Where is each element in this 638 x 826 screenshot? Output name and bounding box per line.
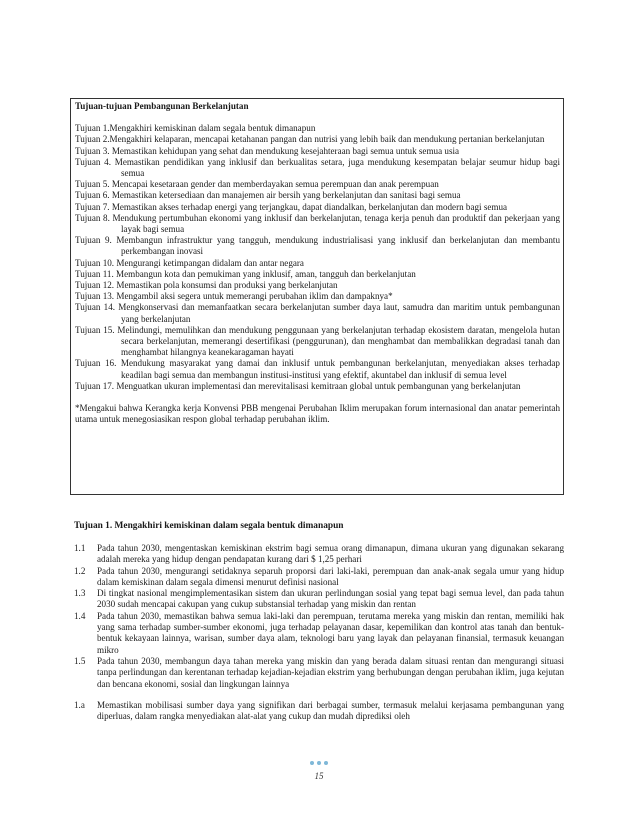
goal-item (75, 179, 560, 190)
footer-dots-ornament (310, 761, 328, 765)
goal-text: Memastikan ketersediaan dan manajemen air bersih yang berkelanjutan dan sanitasi bagi semua (111, 190, 461, 201)
goal-item (75, 123, 560, 134)
goal-item (75, 291, 560, 302)
target-text: Memastikan mobilisasi sumber daya yang signifikan dari berbagai sumber, termasuk melalui kerjasama pembangunan yang diperluas, dalam rangka menyediakan alat-alat yang cukup dan mudah diprediksi oleh (97, 699, 564, 722)
goal-label: Tujuan 11. (75, 268, 117, 279)
goal-text: Menguatkan ukuran implementasi dan merevitalisasi kemitraan global untuk pembangunan yang berkelanjutan (116, 380, 521, 391)
goal-item (75, 269, 560, 280)
goal-label: Tujuan 17. (75, 380, 117, 391)
target-item (74, 543, 564, 566)
goals-box (70, 98, 564, 495)
goal-item (75, 258, 560, 269)
goal-label: Tujuan 15. (75, 324, 118, 335)
goal-item (75, 157, 560, 179)
goal-text: Mengakhiri kemiskinan dalam segala bentuk dimanapun (109, 123, 316, 134)
target-number: 1.1 (74, 543, 86, 553)
page-footer (0, 752, 638, 781)
goal-item (75, 302, 560, 324)
goal-text: Mengakhiri kelaparan, mencapai ketahanan pangan dan nutrisi yang lebih baik dan mendukung pertanian berkelanjutan (109, 134, 545, 145)
dot (324, 761, 328, 765)
target-number: 1.2 (74, 565, 86, 576)
goal-label: Tujuan 9. (75, 235, 117, 246)
goal-item (75, 325, 560, 359)
goal-label: Tujuan 4. (75, 156, 115, 167)
goal-text: Memastikan pola konsumsi dan produksi yang berkelanjutan (116, 280, 338, 291)
target-item (74, 566, 564, 589)
goal-label: Tujuan 3. (75, 145, 112, 156)
goal-label: Tujuan 5. (75, 179, 112, 190)
goal-label: Tujuan 12. (75, 280, 117, 291)
target-number: 1.a (74, 699, 85, 710)
target-list (74, 543, 564, 722)
target-text: Pada tahun 2030, memastikan bahwa semua laki-laki dan perempuan, terutama mereka yang miskin dan rentan, memiliki hak yang sama terhadap sumber-sumber ekonomi, juga terhadap pelayanan dasar, kepemilikan dan kontrol atas tanah dan bentuk-bentuk kekayaan lainnya, warisan, sumber daya alam, teknologi baru yang layak dan pelayanan finansial, termasuk keuangan mikro (97, 610, 564, 655)
goal-text: Mengkonservasi dan memanfaatkan secara berkelanjutan sumber daya laut, samudra dan maritim untuk pembangunan yang berkelanjutan (118, 302, 560, 324)
goal-item (75, 146, 560, 157)
goal-item (75, 202, 560, 213)
goal-text: Melindungi, memulihkan dan mendukung penggunaan yang berkelanjutan terhadap ekosistem daratan, mengelola hutan secara berkelanjutan, memerangi desertifikasi (penggurunan), dan menghambat dan membalikkan degradasi tanah dan menghambat hilangnya keanekaragaman hayati (117, 324, 560, 358)
goal-label: Tujuan 7. (75, 201, 112, 212)
goal-item (75, 213, 560, 235)
section-title: Tujuan 1. Mengakhiri kemiskinan dalam segala bentuk dimanapun (74, 521, 344, 531)
goal-label: Tujuan 10. (75, 257, 117, 268)
goal-text: Mendukung pertumbuhan ekonomi yang inklusif dan berkelanjutan, tenaga kerja penuh dan produktif dan pekerjaan yang layak bagi semua (112, 212, 560, 235)
goal-text: Mendukung masyarakat yang damai dan inklusif untuk pembangunan berkelanjutan, menyediakan akses terhadap keadilan bagi semua dan membangun institusi-institusi yang efektif, akuntabel dan inklusif di semua level (120, 358, 560, 380)
goal-label: Tujuan 8. (75, 212, 113, 223)
target-text: Pada tahun 2030, mengentaskan kemiskinan ekstrim bagi semua orang dimanapun, dimana ukuran yang digunakan sekarang adalah mereka yang hidup dengan pendapatan kurang dari $ 1,25 perhari (97, 543, 564, 565)
goal-text: Membangun infrastruktur yang tangguh, mendukung industrialisasi yang inklusif dan berkelanjutan dan membantu perkembangan inovasi (116, 235, 560, 257)
goal-text: Membangun kota dan pemukiman yang inklusif, aman, tangguh dan berkelanjutan (116, 268, 416, 279)
goal-item (75, 381, 560, 392)
goal-text: Mencapai kesetaraan gender dan memberdayakan semua perempuan dan anak perempuan (111, 179, 439, 190)
target-text: Di tingkat nasional mengimplementasikan sistem dan ukuran perlindungan sosial yang tepat bagi semua level, dan pada tahun 2030 sudah mencapai cakupan yang cukup substansial terhadap yang miskin dan rentan (97, 588, 564, 610)
goal-item (75, 190, 560, 201)
target-item (74, 611, 564, 656)
goals-footnote: *Mengakui bahwa Kerangka kerja Konvensi PBB mengenai Perubahan Iklim merupakan forum internasional dan anatar pemerintah utama untuk menegosiasikan respon global terhadap perubahan iklim. (75, 403, 560, 425)
target-number: 1.3 (74, 588, 86, 599)
goal-label: Tujuan 16. (75, 358, 121, 369)
dot (310, 761, 314, 765)
target-text: Pada tahun 2030, mengurangi setidaknya separuh proporsi dari laki-laki, perempuan dan anak-anak segala umur yang hidup dalam kemiskinan dalam segala dimensi menurut definisi nasional (97, 565, 564, 587)
goal-text: Mengurangi ketimpangan didalam dan antar negara (116, 257, 304, 268)
target-number: 1.5 (74, 655, 86, 666)
goal-label: Tujuan 13. (75, 291, 117, 302)
goal-item (75, 134, 560, 145)
goals-box-title: Tujuan-tujuan Pembangunan Berkelanjutan (75, 101, 249, 111)
goal-text: Memastikan kehidupan yang sehat dan mendukung kesejahteraan bagi semua untuk semua usia (111, 145, 460, 156)
target-item (74, 588, 564, 611)
dot (317, 761, 321, 765)
target-item (74, 700, 564, 723)
goal-item (75, 235, 560, 257)
goal-text: Memastikan akses terhadap energi yang terjangkau, dapat diandalkan, berkelanjutan dan modern bagi semua (111, 201, 508, 212)
target-item (74, 656, 564, 690)
goal-label: Tujuan 14. (75, 302, 119, 313)
page-number: 15 (314, 771, 324, 781)
goal-label: Tujuan 1. (75, 123, 110, 134)
goal-text: Mengambil aksi segera untuk memerangi perubahan iklim dan dampaknya* (116, 291, 393, 302)
goal-label: Tujuan 6. (75, 190, 112, 201)
target-text: Pada tahun 2030, membangun daya tahan mereka yang miskin dan yang berada dalam situasi rentan dan mengurangi situasi tanpa perlindungan dan kerentanan terhadap kejadian-kejadian ekstrim yang berhubungan dengan perubahan iklim, juga kejutan dan bencana ekonomi, sosial dan lingkungan lainnya (97, 655, 564, 689)
goals-list (75, 123, 560, 392)
goal-text: Memastikan pendidikan yang inklusif dan berkualitas setara, juga mendukung kesempatan belajar seumur hidup bagi semua (114, 156, 560, 179)
target-number: 1.4 (74, 610, 86, 621)
goal-label: Tujuan 2. (75, 134, 110, 145)
goal-item (75, 358, 560, 380)
goal-item (75, 280, 560, 291)
